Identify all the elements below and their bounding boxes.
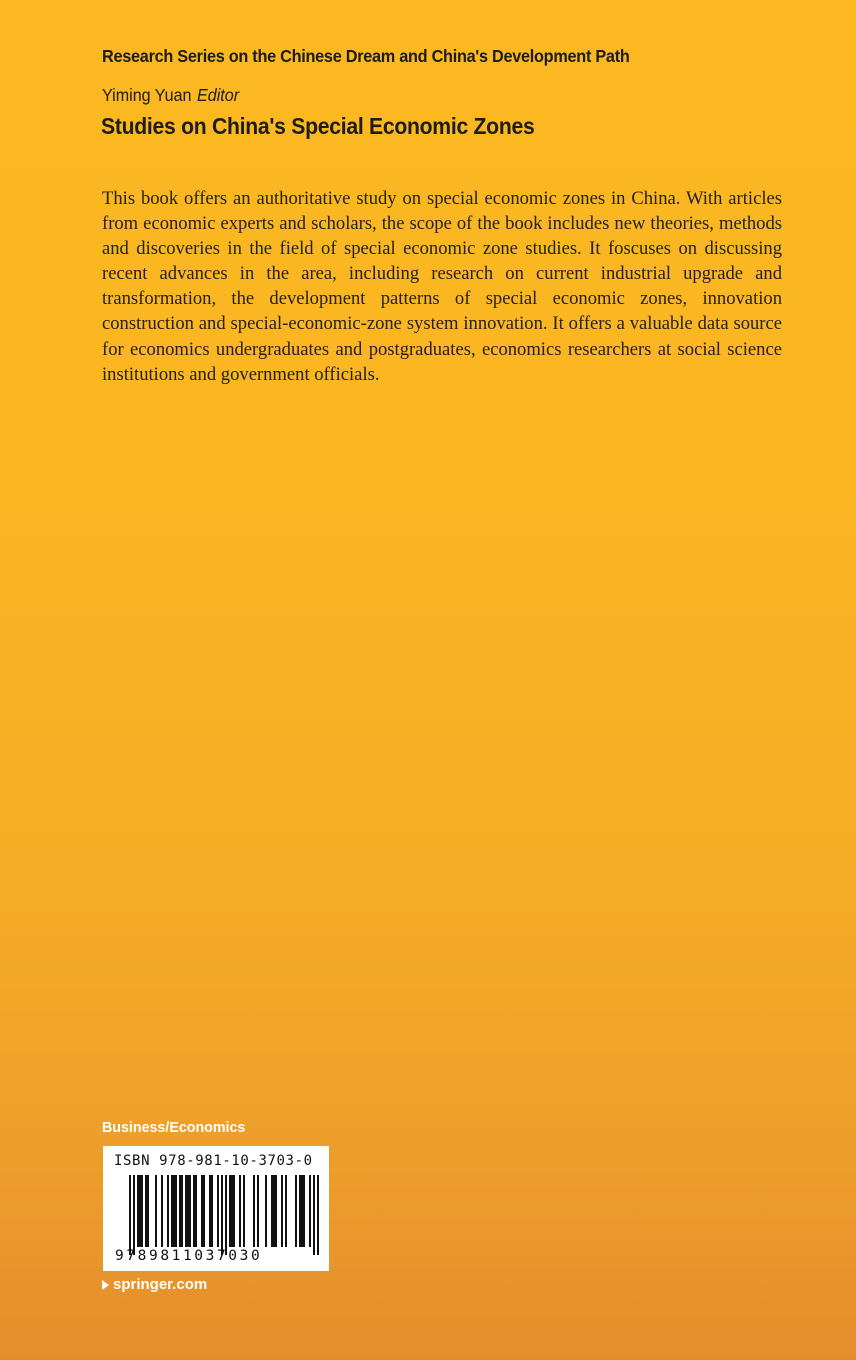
series-title: Research Series on the Chinese Dream and China's Development Path [102, 46, 630, 66]
barcode-bar [141, 1175, 143, 1247]
barcode-bar [221, 1175, 223, 1255]
barcode-bar [181, 1175, 183, 1247]
barcode-bar [253, 1175, 255, 1247]
barcode-bar [301, 1175, 303, 1247]
barcode-bar [147, 1175, 149, 1247]
arrow-right-icon [102, 1280, 109, 1290]
barcode-bar [145, 1175, 147, 1247]
barcode-bar [275, 1175, 277, 1247]
barcode-bar [137, 1175, 139, 1247]
barcode-bar [129, 1175, 131, 1255]
barcode-bar [201, 1175, 203, 1247]
isbn-barcode [103, 1146, 329, 1271]
barcode-bar [187, 1175, 189, 1247]
subject-category: Business/Economics [102, 1119, 246, 1136]
barcode-bar [161, 1175, 163, 1247]
barcode-bar [155, 1175, 157, 1247]
barcode-bar [217, 1175, 219, 1247]
barcode-bar [313, 1175, 315, 1255]
barcode-bar [133, 1175, 135, 1255]
barcode-bar [173, 1175, 175, 1247]
barcode-bar [243, 1175, 245, 1247]
barcode-bar [193, 1175, 195, 1247]
barcode-bar [233, 1175, 235, 1247]
editor-name: Yiming Yuan [102, 85, 192, 105]
barcode-bar [225, 1175, 227, 1255]
barcode-bar [231, 1175, 233, 1247]
barcode-bar [281, 1175, 283, 1247]
barcode-bar [265, 1175, 267, 1247]
barcode-digits: 9789811037030 [115, 1248, 263, 1264]
barcode-bar [167, 1175, 169, 1247]
publisher-link[interactable] [102, 1276, 207, 1293]
barcode-bar [209, 1175, 211, 1247]
barcode-bar [295, 1175, 297, 1247]
barcode-bar [285, 1175, 287, 1247]
barcode-bar [299, 1175, 301, 1247]
barcode-bar [309, 1175, 311, 1247]
barcode-bar [185, 1175, 187, 1247]
barcode-bar [189, 1175, 191, 1247]
barcode-bar [239, 1175, 241, 1247]
barcode-bar [273, 1175, 275, 1247]
barcode-bar [271, 1175, 273, 1247]
barcode-bar [175, 1175, 177, 1247]
book-title: Studies on China's Special Economic Zones [101, 113, 535, 139]
barcode-bar [171, 1175, 173, 1247]
barcode-bar [317, 1175, 319, 1255]
editor-line [102, 85, 239, 106]
barcode-bar [203, 1175, 205, 1247]
publisher-link-label: springer.com [113, 1276, 208, 1293]
barcode-bar [211, 1175, 213, 1247]
barcode-bar [139, 1175, 141, 1247]
barcode-bar [195, 1175, 197, 1247]
barcode-bar [303, 1175, 305, 1247]
isbn-label: ISBN 978-981-10-3703-0 [114, 1153, 313, 1169]
book-description: This book offers an authoritative study on special economic zones in China. With articles from economic experts and scholars, the scope of the book includes new theories, methods and discoveries in the field of special economic zone studies. It foscuses on discussing recent advances in the area, including research on current industrial upgrade and transformation, the development patterns of special economic zones, innovation construction and special-economic-zone system innovation. It offers a valuable data source for economics undergraduates and postgraduates, economics researchers at social science institutions and government officials. [102, 188, 782, 385]
editor-role: Editor [197, 85, 240, 105]
barcode-bar [179, 1175, 181, 1247]
barcode-bar [229, 1175, 231, 1247]
barcode-bar [257, 1175, 259, 1247]
